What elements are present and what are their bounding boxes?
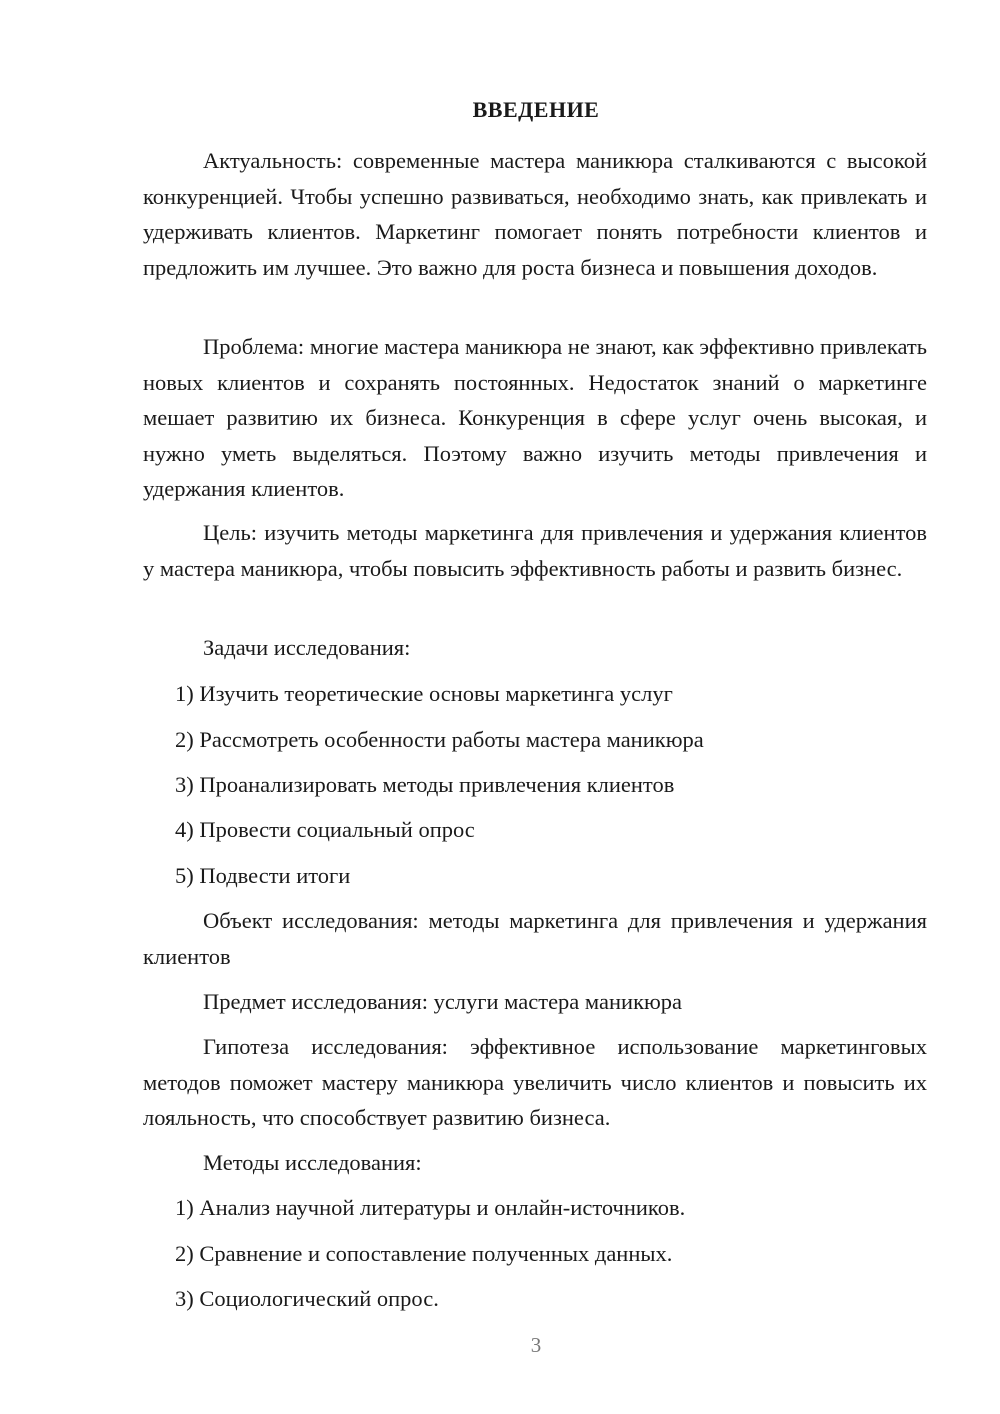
goal-paragraph: Цель: изучить методы маркетинга для привлечения и удержания клиентов у мастера маникюра, чтобы повысить эффективность работы и развить бизнес. (143, 520, 927, 581)
relevance-paragraph: Актуальность: современные мастера маникюра сталкиваются с высокой конкуренцией. Чтобы успешно развиваться, необходимо знать, как привлекать и удерживать клиентов. Маркетинг помогает понять потребности клиентов и предложить им лучшее. Это важно для роста бизнеса и повышения доходов. (143, 148, 927, 280)
problem-paragraph: Проблема: многие мастера маникюра не знают, как эффективно привлекать новых клиентов и сохранять постоянных. Недостаток знаний о маркетинге мешает развитию их бизнеса. Конкуренция в сфере услуг очень высокая, и нужно уметь выделяться. Поэтому важно изучить методы привлечения и удержания клиентов. (143, 334, 927, 501)
methods-heading: Методы исследования: (203, 1150, 422, 1175)
page-title: ВВЕДЕНИЕ (472, 97, 600, 122)
task-item-3: 3) Проанализировать методы привлечения клиентов (175, 772, 675, 797)
method-item-3: 3) Социологический опрос. (175, 1286, 439, 1311)
task-item-2: 2) Рассмотреть особенности работы мастера маникюра (175, 727, 704, 752)
hypothesis-paragraph: Гипотеза исследования: эффективное использование маркетинговых методов поможет мастеру маникюра увеличить число клиентов и повысить их лояльность, что способствует развитию бизнеса. (143, 1034, 927, 1130)
tasks-heading: Задачи исследования: (203, 635, 411, 660)
method-item-1: 1) Анализ научной литературы и онлайн-источников. (175, 1195, 686, 1220)
object-paragraph: Объект исследования: методы маркетинга для привлечения и удержания клиентов (143, 908, 927, 969)
task-item-1: 1) Изучить теоретические основы маркетинга услуг (175, 681, 673, 706)
task-item-4: 4) Провести социальный опрос (175, 817, 475, 842)
subject-paragraph: Предмет исследования: услуги мастера маникюра (203, 989, 683, 1014)
method-item-2: 2) Сравнение и сопоставление полученных данных. (175, 1241, 673, 1266)
page-number: 3 (530, 1333, 542, 1357)
task-item-5: 5) Подвести итоги (175, 863, 351, 888)
